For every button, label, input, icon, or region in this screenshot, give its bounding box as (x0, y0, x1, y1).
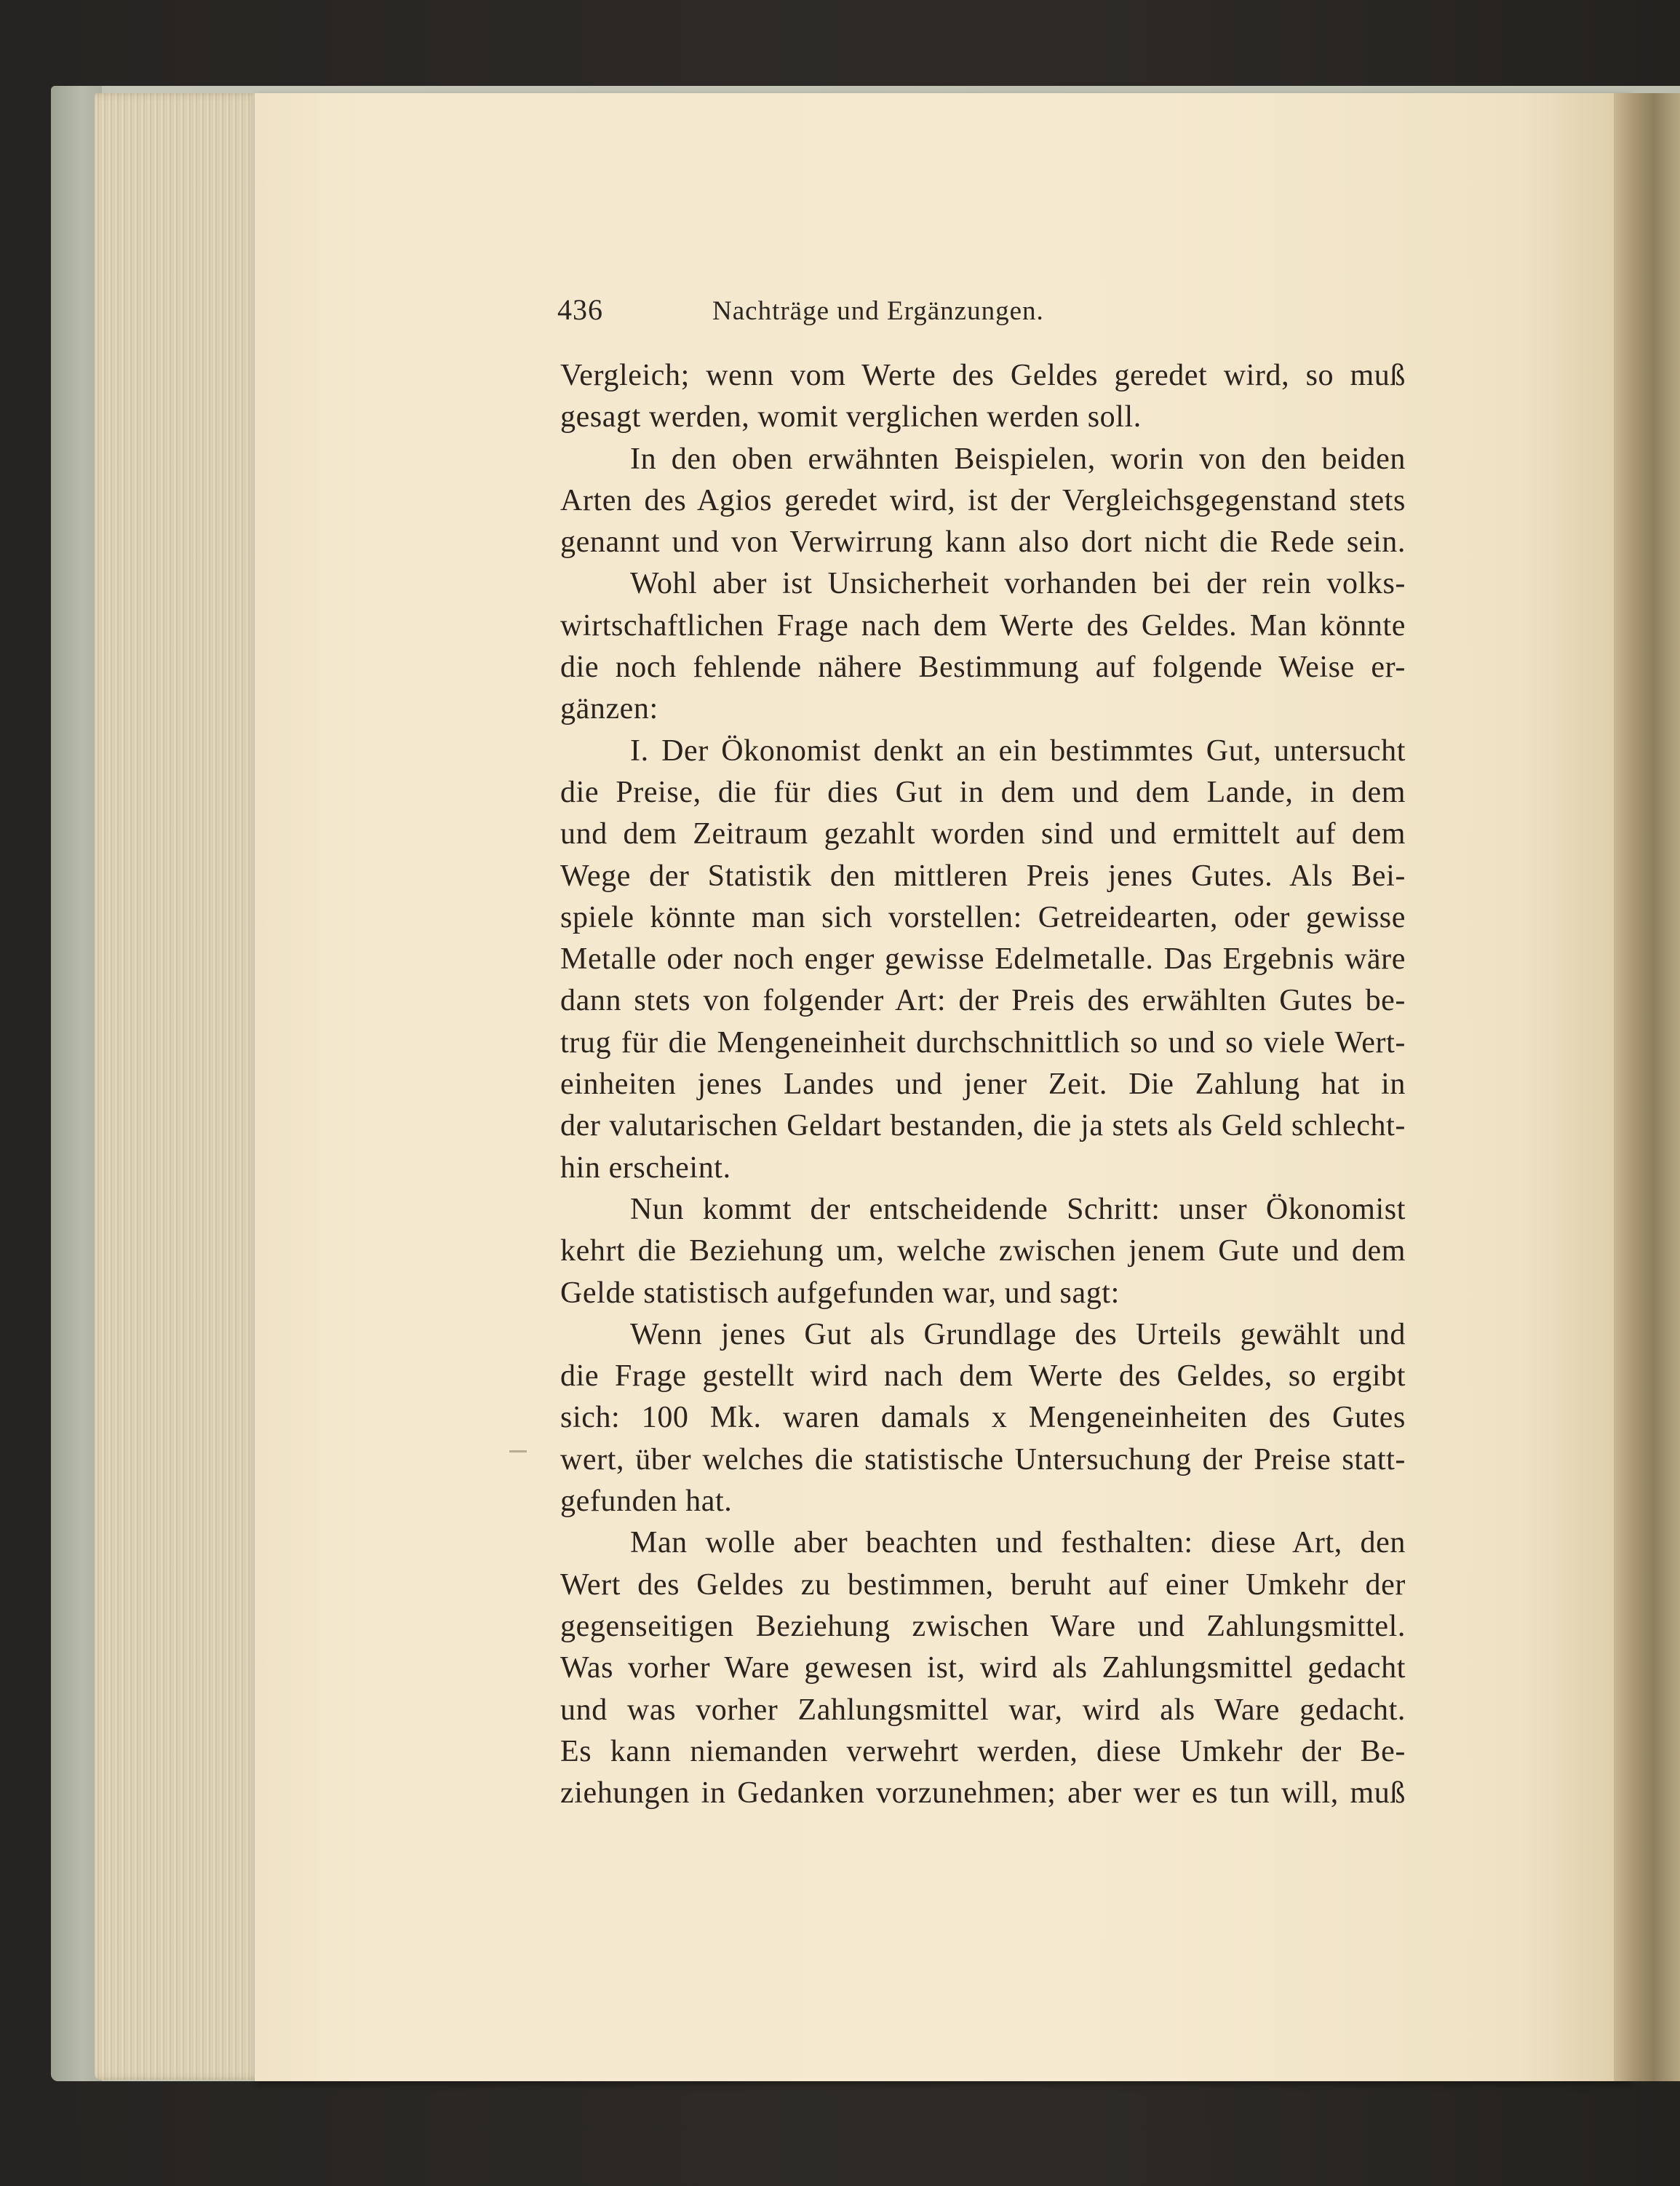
text-line: Gelde statistisch aufgefunden war, und sagt: (560, 1276, 1120, 1310)
text-line: Es kann niemanden verwehrt werden, diese Umkehr der Be- (560, 1734, 1406, 1768)
text-line: die Frage gestellt wird nach dem Werte des Geldes, so ergibt (560, 1359, 1406, 1394)
binding-gutter (1614, 93, 1680, 2081)
text-line: Wert des Geldes zu bestimmen, beruht auf einer Umkehr der (560, 1567, 1406, 1602)
text-line: gesagt werden, womit verglichen werden soll. (560, 400, 1142, 434)
text-line: gegenseitigen Beziehung zwischen Ware und Zahlungsmittel. (560, 1609, 1406, 1643)
margin-pencil-mark (509, 1450, 527, 1452)
text-line: gänzen: (560, 692, 658, 726)
text-line: wirtschaftlichen Frage nach dem Werte des Geldes. Man könnte (560, 608, 1406, 643)
text-line: gefunden hat. (560, 1485, 733, 1519)
text-line: und was vorher Zahlungsmittel war, wird als Ware gedacht. (560, 1693, 1406, 1727)
text-line: die Preise, die für dies Gut in dem und dem Lande, in dem (560, 775, 1406, 809)
page-block-edges (95, 93, 269, 2080)
text-line: genannt und von Verwirrung kann also dort nicht die Rede sein. (560, 525, 1406, 560)
running-head: Nachträge und Ergänzungen. (712, 296, 1044, 326)
text-line: und dem Zeitraum gezahlt worden sind und ermittelt auf dem (560, 817, 1406, 851)
text-line: sich: 100 Mk. waren damals x Mengeneinheiten des Gutes (560, 1401, 1406, 1435)
text-line: Arten des Agios geredet wird, ist der Vergleichsgegenstand stets (560, 483, 1406, 517)
text-line: der valutarischen Geldart bestanden, die ja stets als Geld schlecht- (560, 1109, 1406, 1143)
text-line: die noch fehlende nähere Bestimmung auf folgende Weise er- (560, 651, 1406, 685)
text-line: Was vorher Ware gewesen ist, wird als Zahlungsmittel gedacht (560, 1651, 1406, 1685)
body-text (560, 355, 1406, 1814)
page-header (557, 293, 1154, 336)
text-line: Metalle oder noch enger gewisse Edelmetalle. Das Ergebnis wäre (560, 942, 1406, 977)
text-line: Wohl aber ist Unsicherheit vorhanden bei der rein volks- (630, 567, 1406, 601)
text-line: spiele könnte man sich vorstellen: Getreidearten, oder gewisse (560, 900, 1406, 934)
text-line: dann stets von folgender Art: der Preis des erwählten Gutes be- (560, 984, 1406, 1018)
text-line: Vergleich; wenn vom Werte des Geldes geredet wird, so muß (560, 359, 1406, 392)
text-line: ziehungen in Gedanken vorzunehmen; aber wer es tun will, muß (560, 1776, 1406, 1811)
text-line: Wenn jenes Gut als Grundlage des Urteils gewählt und (630, 1317, 1406, 1351)
text-line: kehrt die Beziehung um, welche zwischen jenem Gute und dem (560, 1234, 1406, 1268)
text-line: I. Der Ökonomist denkt an ein bestimmtes Gut, untersucht (630, 734, 1406, 768)
text-line: Man wolle aber beachten und festhalten: diese Art, den (630, 1526, 1406, 1560)
text-line: trug für die Mengeneinheit durchschnittlich so und so viele Wert- (560, 1025, 1406, 1060)
text-line: Wege der Statistik den mittleren Preis jenes Gutes. Als Bei- (560, 859, 1406, 893)
page-number: 436 (557, 293, 603, 326)
text-line: einheiten jenes Landes und jener Zeit. Die Zahlung hat in (560, 1068, 1406, 1102)
text-line: Nun kommt der entscheidende Schritt: unser Ökonomist (630, 1192, 1406, 1226)
text-line: wert, über welches die statistische Untersuchung der Preise statt- (560, 1442, 1406, 1476)
text-line: hin erscheint. (560, 1150, 731, 1185)
text-line: In den oben erwähnten Beispielen, worin von den beiden (630, 442, 1406, 476)
